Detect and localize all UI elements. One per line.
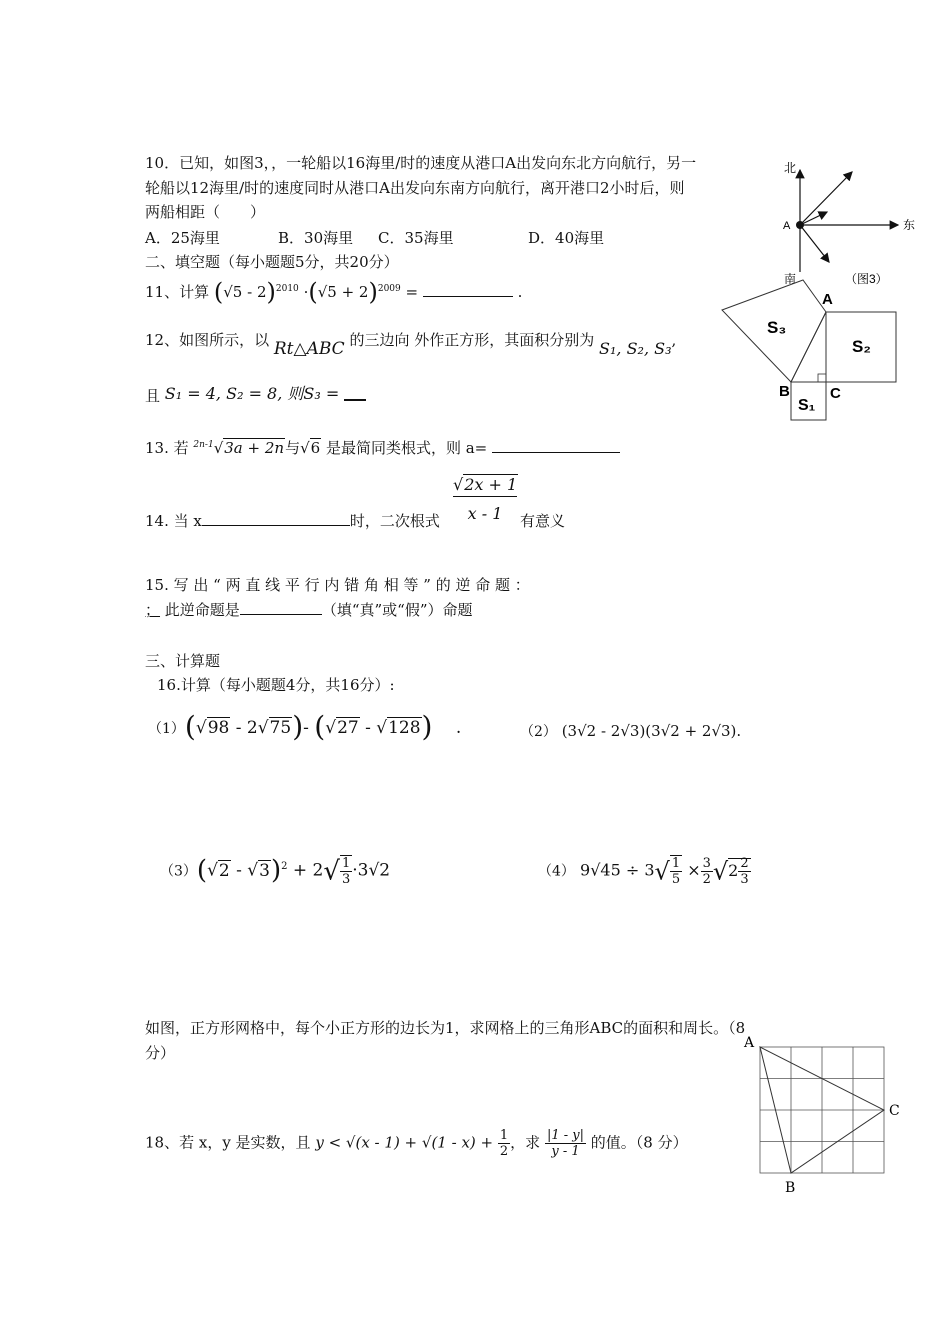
q11-answer-blank[interactable] <box>423 281 513 297</box>
q11: 11、计算 $(√5 - 2)^{2010} \cdot(√5 + 2)^{2009}$ = . <box>145 278 523 306</box>
q14-answer-blank[interactable] <box>202 510 350 526</box>
q16-p3-den: 3 <box>341 872 351 887</box>
q16-p4-a: 9√45 ÷ 3 <box>580 860 655 880</box>
q18-label: 18、若 x，y 是实数，且 <box>145 1133 311 1152</box>
grid-label-a: A <box>744 1035 755 1051</box>
q14-den: x - 1 <box>467 504 503 523</box>
q16-p4-f1-num: 1 <box>671 856 681 871</box>
q12-mid: 的三边向 外作正方形，其面积分别为 <box>349 331 595 349</box>
q18-half-den: 2 <box>499 1144 509 1159</box>
q13-answer-blank[interactable] <box>492 437 620 453</box>
q12 <box>145 329 677 359</box>
q14-fraction: √2x + 1 x - 1 <box>453 475 518 523</box>
grid-label-c: C <box>889 1103 900 1119</box>
q13-sqrt6: 6 <box>310 439 321 457</box>
q13-rest: 是最简同类根式，则 a= <box>325 439 488 457</box>
q16-p1-b: 75 <box>269 718 292 738</box>
label-a: A <box>822 291 833 308</box>
q15-line2 <box>145 599 473 621</box>
q13-with: 与 <box>285 439 301 457</box>
q10-line2: 轮船以12海里/时的速度同时从港口A出发向东南方向航行，离开港口2小时后，则 <box>145 179 685 197</box>
q16-part2: （2） (3√2 - 2√3)(3√2 + 2√3). <box>520 722 742 740</box>
q18-frac-den: y - 1 <box>551 1144 580 1159</box>
south-label: 南 <box>784 272 797 286</box>
northeast-ray <box>800 172 852 225</box>
q13-label: 13. 若 <box>145 439 189 457</box>
q16-p4-c: 2 <box>728 860 739 880</box>
q13-radicand: 3a + 2n <box>224 439 285 457</box>
q15-line1: 15. 写 出 “ 两 直 线 平 行 内 错 角 相 等 ” 的 逆 命 题 ： <box>145 576 530 594</box>
q10-line1: 10．已知，如图3，，一轮船以16海里/时的速度从港口A出发向东北方向航行，另一 <box>145 154 697 172</box>
q15-semicolon: ； <box>145 601 161 619</box>
q13-root-index: 2n-1 <box>193 440 214 450</box>
q11-end: . <box>517 283 523 301</box>
figure3-compass <box>770 150 920 290</box>
q11-expr-b: √5 + 2 <box>317 283 369 301</box>
q15-line2b: （填“真”或“假”）命题 <box>321 601 473 619</box>
q17-line1: 如图，正方形网格中，每个小正方形的边长为1，求网格上的三角形ABC的面积和周长。（8 <box>145 1019 746 1037</box>
q18-end: 的值。（8 分） <box>590 1133 688 1152</box>
q11-exp-b: 2009 <box>377 284 401 294</box>
q13: 13. 若 $^{2n-1}$√3a + 2n与√6 是最简同类根式，则 a= <box>145 434 620 459</box>
q10-option-d: D．40海里 <box>528 229 605 247</box>
label-s1: S₁ <box>798 397 816 414</box>
label-c: C <box>830 385 841 402</box>
q16-title: 16.计算（每小题题4分，共16分）: <box>157 676 395 694</box>
label-b: B <box>779 383 790 400</box>
q16-p4-f1-den: 5 <box>671 872 681 887</box>
q17-line2: 分） <box>145 1044 176 1062</box>
q12-answer-blank[interactable] <box>344 390 366 401</box>
q11-expr-a: √5 - 2 <box>223 283 267 301</box>
label-s2: S₂ <box>852 337 871 356</box>
q10-option-a: A．25海里 <box>145 229 220 247</box>
north-label: 北 <box>784 161 797 175</box>
q16-p4-f3-den: 3 <box>740 871 749 887</box>
q16-p3-b: 3 <box>259 860 270 881</box>
q10-option-c: C．35海里 <box>378 229 454 247</box>
q16-p4-label: （4） <box>538 863 575 880</box>
q16-p3-label: （3） <box>160 863 197 880</box>
q16-part4: （4） 9√45 ÷ 3√ $\frac{1}{5}$ × $\frac{3}{2}$ √2 $\frac{2}{3}$ <box>538 855 749 887</box>
q16-part3: （3）(√2 - √3)$^2$ + 2√ $\frac{1}{3}$ ·3√2 <box>160 855 391 887</box>
q16-p3-num: 1 <box>341 856 351 871</box>
q16-p3-tail: ·3√2 <box>352 860 391 881</box>
q12-cond-label: 且 <box>145 387 161 405</box>
q16-p1-a: 98 <box>207 718 230 738</box>
q16-p3-exp: 2 <box>281 860 288 872</box>
q11-dot: · <box>303 283 309 301</box>
right-angle-mark <box>818 374 826 382</box>
q18-frac-num: |1 - y| <box>546 1128 585 1143</box>
q16-p2-expr: (3√2 - 2√3)(3√2 + 2√3) <box>561 722 737 740</box>
grid-lines <box>760 1047 884 1173</box>
q15-answer-blank[interactable] <box>240 599 322 615</box>
q12-comma: , <box>671 331 677 349</box>
point-a-label: A <box>783 220 791 232</box>
q16-p1-label: （1） <box>148 721 185 737</box>
q12-condition <box>145 385 366 407</box>
q16-p4-times: × <box>687 860 701 880</box>
q18 <box>145 1128 688 1159</box>
q11-eq: = <box>405 283 419 301</box>
q14-mid: 时，二次根式 <box>349 512 440 530</box>
section3-heading: 三、计算题 <box>145 652 221 670</box>
q14 <box>145 510 440 532</box>
q18-ineq: y < √(x - 1) + √(1 - x) + <box>315 1133 494 1152</box>
q16-p1-c: 27 <box>337 718 359 738</box>
q12-label: 12、如图所示，以 <box>145 331 270 349</box>
q16-p4-f2-den: 2 <box>702 871 711 887</box>
q16-p3-coef: + 2 <box>292 860 324 881</box>
right-triangle <box>791 312 826 382</box>
q16-p4-f3-num: 2 <box>740 855 749 871</box>
q16-part1: （1）(√98 - 2√75)- (√27 - √128) . <box>148 710 462 743</box>
q14-num: 2x + 1 <box>464 475 518 494</box>
q16-p3-a: 2 <box>218 860 230 881</box>
figure3-caption: （图3） <box>845 272 888 286</box>
label-s3: S₃ <box>767 318 787 337</box>
southeast-ray <box>800 225 829 262</box>
q14-label: 14. 当 x <box>145 512 202 530</box>
q11-label: 11、计算 <box>145 283 210 301</box>
section2-heading: 二、填空题（每小题题5分，共20分） <box>145 253 399 271</box>
grid-label-b: B <box>785 1180 796 1196</box>
q11-exp-a: 2010 <box>275 284 299 294</box>
q10-line3: 两船相距（ ） <box>145 203 266 221</box>
q15-line2a: 此逆命题是 <box>164 601 240 619</box>
q12-areas: S₁, S₂, S₃ <box>599 339 672 358</box>
q16-p1-d: 128 <box>388 718 421 738</box>
squares-figure <box>720 270 910 425</box>
q18-ask: ，求 <box>510 1133 541 1152</box>
east-label: 东 <box>903 218 916 232</box>
q12-cond: S₁ = 4, S₂ = 8, 则S₃ = <box>164 384 340 403</box>
port-a-point <box>796 221 804 229</box>
grid-figure <box>740 1035 910 1200</box>
q12-triangle: Rt△ABC <box>273 339 345 359</box>
q16-p4-f2-num: 3 <box>702 855 711 871</box>
q14-end: 有意义 <box>520 512 566 530</box>
q16-p2-label: （2） <box>520 724 557 740</box>
q18-half-num: 1 <box>499 1128 509 1143</box>
q10-option-b: B．30海里 <box>278 229 354 247</box>
